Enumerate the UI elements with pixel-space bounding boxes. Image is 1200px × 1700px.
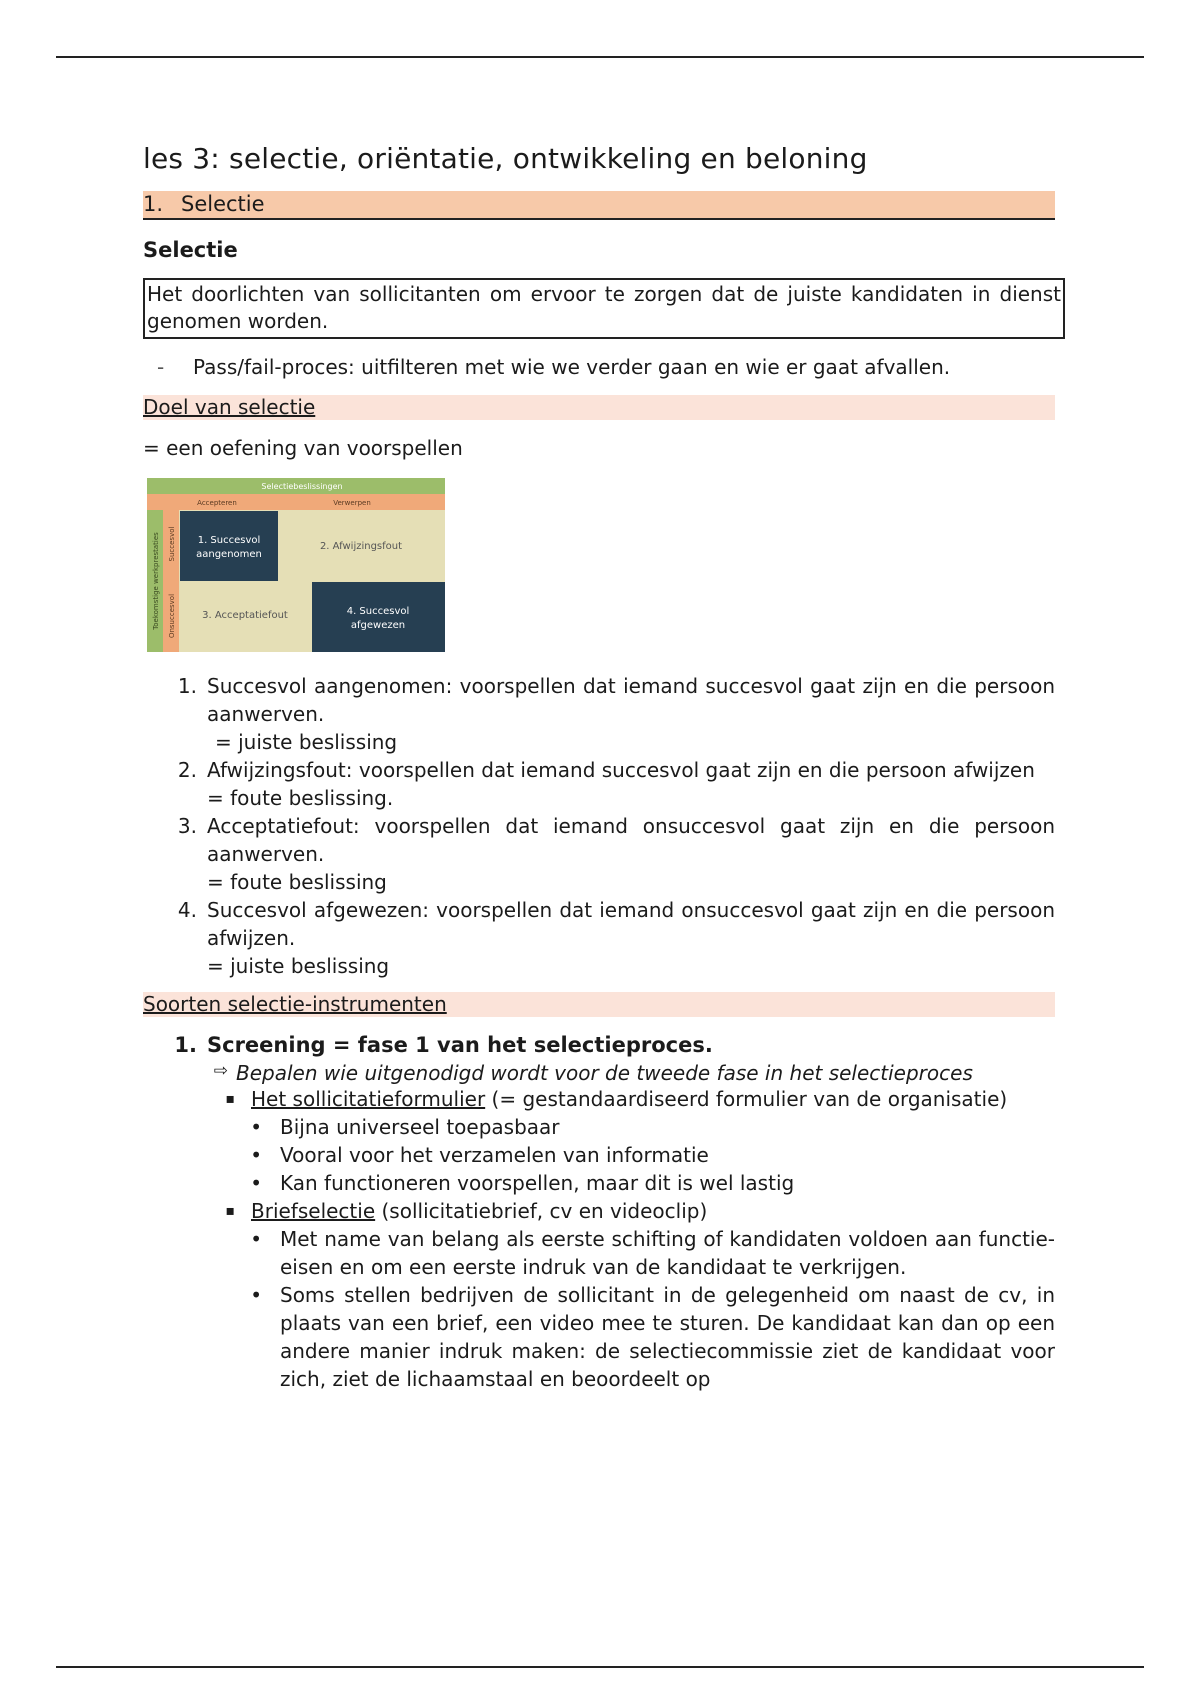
- formulier-rest: (= gestandaardiseerd formulier van de organisatie): [485, 1087, 1008, 1111]
- list-item-eq: = foute beslissing.: [207, 786, 394, 810]
- screening-text: Screening = fase 1 van het selectieproces.: [207, 1033, 713, 1057]
- top-rule: [56, 56, 1144, 58]
- section-heading-selectie: [143, 191, 1055, 220]
- matrix-cell-2: 2. Afwijzingsfout: [319, 541, 403, 552]
- list-item: [143, 672, 1055, 756]
- briefselectie-label: Briefselectie: [251, 1199, 376, 1223]
- matrix-cell-1-line2: aangenomen: [196, 549, 262, 560]
- doel-text: = een oefening van voorspellen: [143, 436, 463, 460]
- list-item-eq: = juiste beslissing: [207, 954, 390, 978]
- list-item-text: Acceptatiefout: voorspellen dat iemand onsuccesvol gaat zijn en die persoon aanwerven.: [207, 814, 1055, 866]
- document-page: [143, 130, 1061, 1393]
- passfail-text: Pass/fail-proces: uitfilteren met wie we verder gaan en wie er gaat afvallen.: [193, 355, 951, 379]
- list-item: [143, 812, 1055, 896]
- square-bullet-icon: ▪: [225, 1091, 235, 1107]
- matrix-title: Selectiebeslissingen: [261, 482, 343, 491]
- passfail-item: [143, 355, 1055, 379]
- heading-doel-van-selectie: [143, 395, 1055, 420]
- briefselectie-item: [143, 1197, 1055, 1225]
- list-item-text: Vooral voor het verzamelen van informatie: [280, 1143, 709, 1167]
- list-number: 2.: [177, 758, 197, 782]
- list-item: [143, 1169, 1055, 1197]
- formulier-label: Het sollicitatieformulier: [251, 1087, 486, 1111]
- matrix-col-accept: Accepteren: [197, 499, 237, 507]
- dot-bullet-icon: •: [250, 1115, 262, 1139]
- list-item-text: Kan functioneren voorspellen, maar dit is wel lastig: [280, 1171, 795, 1195]
- selection-decision-matrix: [147, 478, 445, 652]
- arrow-text: Bepalen wie uitgenodigd wordt voor de tweede fase in het selectieproces: [236, 1061, 973, 1085]
- heading-soorten-selectie-instrumenten: [143, 992, 1055, 1017]
- matrix-column-header-bar: [147, 494, 445, 510]
- subheading-selectie: Selectie: [143, 238, 238, 262]
- list-item-text: Met name van belang als eerste schifting of kandidaten voldoen aan functie-eisen en om een eerste indruk van de kandidaat te verkrijgen.: [280, 1227, 1055, 1279]
- list-item: [143, 1141, 1055, 1169]
- matrix-cell-4: [312, 582, 445, 652]
- list-item: [143, 1225, 1055, 1281]
- list-item-eq: = juiste beslissing: [215, 730, 398, 754]
- heading-soorten-label: Soorten selectie-instrumenten: [143, 992, 447, 1016]
- list-item: [143, 756, 1055, 812]
- list-item-text: Succesvol afgewezen: voorspellen dat iemand onsuccesvol gaat zijn en die persoon afwijzen.: [207, 898, 1055, 950]
- definition-box: Het doorlichten van sollicitanten om ervoor te zorgen dat de juiste kandidaten in dienst genomen worden.: [143, 278, 1065, 339]
- formulier-item: [143, 1085, 1055, 1113]
- dot-bullet-icon: •: [250, 1143, 262, 1167]
- list-item: [143, 1281, 1055, 1393]
- list-item-text: Bijna universeel toepasbaar: [280, 1115, 560, 1139]
- list-item-eq: = foute beslissing: [207, 870, 387, 894]
- list-item-text: Afwijzingsfout: voorspellen dat iemand succesvol gaat zijn en die persoon afwijzen: [207, 758, 1035, 782]
- screening-arrow-line: [143, 1061, 1055, 1085]
- matrix-cell-1-line1: 1. Succesvol: [197, 535, 261, 546]
- list-item-text: Succesvol aangenomen: voorspellen dat iemand succesvol gaat zijn en die persoon aanwerven.: [207, 674, 1055, 726]
- section-number: 1.: [143, 192, 164, 216]
- matrix-cell-1: [180, 511, 278, 581]
- list-item: [143, 1113, 1055, 1141]
- dot-bullet-icon: •: [250, 1283, 262, 1307]
- matrix-cell-4-line1: 4. Succesvol: [346, 606, 410, 617]
- screening-number: 1.: [174, 1033, 197, 1057]
- matrix-cell-3: 3. Acceptatiefout: [202, 610, 288, 621]
- matrix-col-reject: Verwerpen: [333, 499, 371, 507]
- page-title: les 3: selectie, oriëntatie, ontwikkeling en beloning: [143, 142, 868, 175]
- dot-bullet-icon: •: [250, 1227, 262, 1251]
- bottom-rule: [56, 1666, 1144, 1668]
- list-item: [143, 896, 1055, 980]
- matrix-row-axis: Toekomstige werkprestaties: [152, 532, 160, 630]
- screening-heading: [143, 1033, 1055, 1057]
- briefselectie-rest: (sollicitatiebrief, cv en videoclip): [375, 1199, 708, 1223]
- arrow-right-icon: ⇨: [213, 1061, 228, 1081]
- section-label: Selectie: [181, 192, 265, 216]
- heading-doel-label: Doel van selectie: [143, 395, 316, 419]
- list-item-text: Soms stellen bedrijven de sollicitant in de gelegenheid om naast de cv, in plaats van een brief, een video mee te sturen. De kandidaat kan dan op een andere manier indruk maken: de selectiecommissie ziet de kandidaat voor zich, ziet de lichaamstaal en beoordeelt op: [280, 1283, 1055, 1391]
- dash-bullet: -: [157, 355, 165, 379]
- matrix-row-success: Succesvol: [168, 526, 176, 562]
- decision-cases-list: [143, 672, 1055, 980]
- list-number: 1.: [177, 674, 197, 698]
- dot-bullet-icon: •: [250, 1171, 262, 1195]
- list-number: 3.: [177, 814, 197, 838]
- matrix-cell-4-line2: afgewezen: [350, 620, 406, 631]
- matrix-row-fail: Onsuccesvol: [168, 593, 176, 639]
- square-bullet-icon: ▪: [225, 1203, 235, 1219]
- list-number: 4.: [177, 898, 197, 922]
